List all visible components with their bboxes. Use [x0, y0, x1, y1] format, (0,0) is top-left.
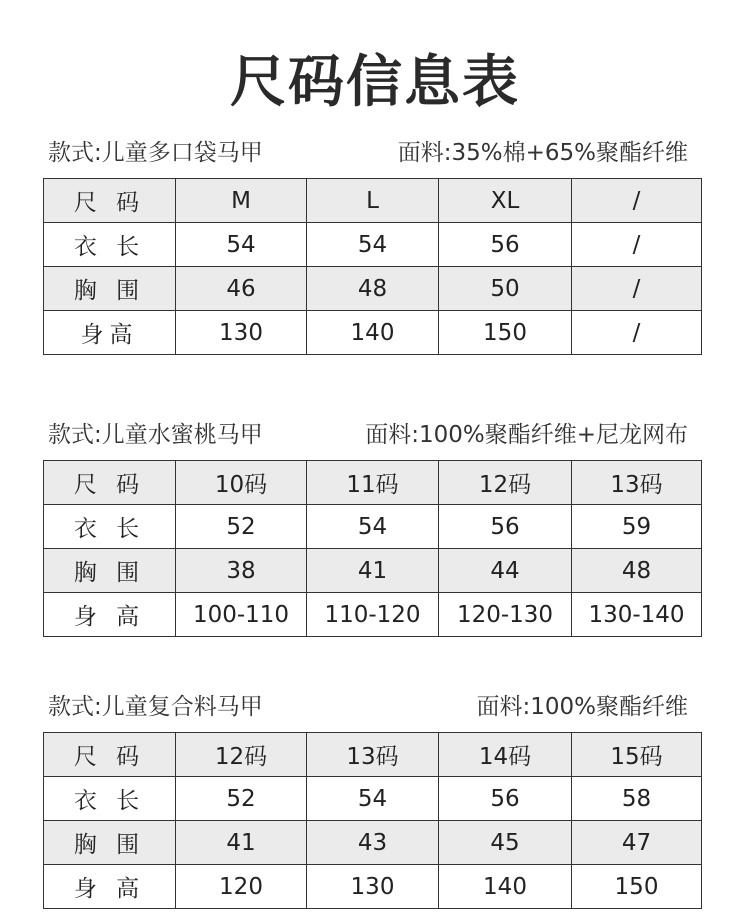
product-info-2: [48, 416, 688, 446]
row-label-length: 衣 长: [44, 777, 176, 821]
table-cell: 43: [307, 821, 439, 865]
chest-row: [44, 267, 702, 311]
table-cell: 50: [439, 267, 572, 311]
table-cell: 54: [307, 505, 439, 549]
table-cell: XL: [439, 179, 572, 223]
row-label-height: 身高: [44, 311, 176, 355]
table-cell: 46: [176, 267, 307, 311]
row-label-height: 身 高: [44, 593, 176, 637]
product-info-3: [48, 688, 688, 718]
table-cell: 56: [439, 505, 572, 549]
table-cell: 45: [439, 821, 572, 865]
size-table-2: [43, 460, 702, 637]
fabric-text: 面料:35%棉+65%聚酯纤维: [397, 140, 688, 166]
row-label-size: 尺 码: [44, 461, 176, 505]
table-cell: 140: [439, 865, 572, 909]
chest-row: [44, 549, 702, 593]
length-row: [44, 777, 702, 821]
size-table-1: [43, 178, 702, 355]
size-row: [44, 733, 702, 777]
table-cell: 120: [176, 865, 307, 909]
table-cell: 140: [307, 311, 439, 355]
table-cell: 56: [439, 223, 572, 267]
length-row: [44, 223, 702, 267]
length-row: [44, 505, 702, 549]
table-cell: 48: [572, 549, 702, 593]
table-cell: 14码: [439, 733, 572, 777]
height-row: [44, 311, 702, 355]
table-cell: M: [176, 179, 307, 223]
table-cell: 44: [439, 549, 572, 593]
table-cell: /: [572, 179, 702, 223]
size-row: [44, 179, 702, 223]
table-cell: 100-110: [176, 593, 307, 637]
table-cell: 41: [307, 549, 439, 593]
table-cell: 52: [176, 777, 307, 821]
fabric-text: 面料:100%聚酯纤维: [476, 694, 688, 720]
table-cell: 13码: [307, 733, 439, 777]
fabric-text: 面料:100%聚酯纤维+尼龙网布: [365, 422, 688, 448]
table-cell: 150: [572, 865, 702, 909]
table-cell: 110-120: [307, 593, 439, 637]
table-cell: 54: [307, 777, 439, 821]
table-cell: 54: [176, 223, 307, 267]
row-label-length: 衣 长: [44, 223, 176, 267]
table-cell: /: [572, 223, 702, 267]
row-label-length: 衣 长: [44, 505, 176, 549]
table-cell: 10码: [176, 461, 307, 505]
table-cell: 12码: [176, 733, 307, 777]
page-title: 尺码信息表: [230, 50, 520, 115]
table-cell: L: [307, 179, 439, 223]
height-row: [44, 593, 702, 637]
table-cell: 47: [572, 821, 702, 865]
table-cell: 130: [176, 311, 307, 355]
row-label-chest: 胸 围: [44, 821, 176, 865]
table-cell: 11码: [307, 461, 439, 505]
table-cell: 130: [307, 865, 439, 909]
table-cell: 12码: [439, 461, 572, 505]
table-cell: /: [572, 311, 702, 355]
table-cell: 58: [572, 777, 702, 821]
table-cell: 59: [572, 505, 702, 549]
table-cell: /: [572, 267, 702, 311]
size-row: [44, 461, 702, 505]
table-cell: 130-140: [572, 593, 702, 637]
row-label-chest: 胸 围: [44, 549, 176, 593]
table-cell: 15码: [572, 733, 702, 777]
size-table-3: [43, 732, 702, 909]
row-label-size: 尺 码: [44, 179, 176, 223]
chest-row: [44, 821, 702, 865]
table-cell: 56: [439, 777, 572, 821]
style-text: 款式:儿童多口袋马甲: [48, 140, 263, 166]
row-label-height: 身 高: [44, 865, 176, 909]
style-text: 款式:儿童水蜜桃马甲: [48, 422, 263, 448]
product-info-1: [48, 134, 688, 164]
table-cell: 38: [176, 549, 307, 593]
height-row: [44, 865, 702, 909]
table-cell: 41: [176, 821, 307, 865]
table-cell: 48: [307, 267, 439, 311]
table-cell: 54: [307, 223, 439, 267]
row-label-size: 尺 码: [44, 733, 176, 777]
style-text: 款式:儿童复合料马甲: [48, 694, 263, 720]
row-label-chest: 胸 围: [44, 267, 176, 311]
table-cell: 150: [439, 311, 572, 355]
table-cell: 52: [176, 505, 307, 549]
table-cell: 120-130: [439, 593, 572, 637]
table-cell: 13码: [572, 461, 702, 505]
